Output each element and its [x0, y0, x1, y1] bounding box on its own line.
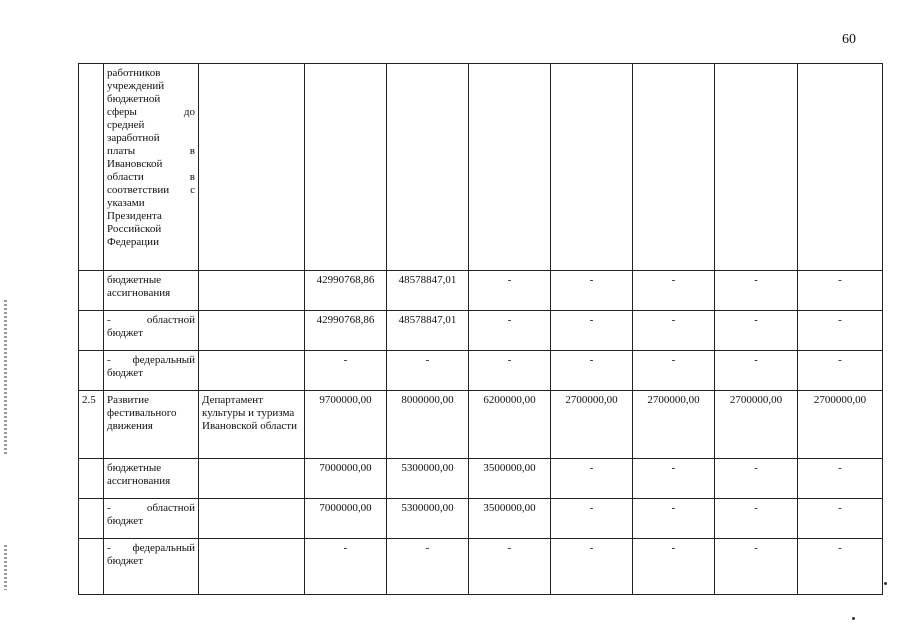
value-cell: 7000000,00: [305, 459, 387, 499]
row-number-cell: [79, 499, 104, 539]
value-cell: 6200000,00: [469, 391, 551, 459]
value-cell: [798, 64, 883, 271]
value-cell: -: [387, 351, 469, 391]
executor-cell: [199, 311, 305, 351]
executor-cell: [199, 64, 305, 271]
row-number-cell: [79, 64, 104, 271]
table-row: [79, 499, 883, 539]
value-cell: -: [715, 271, 798, 311]
value-cell: -: [633, 311, 715, 351]
value-cell: 2700000,00: [798, 391, 883, 459]
item-name-line: Президента: [107, 210, 162, 222]
item-name-line: указами: [107, 197, 145, 209]
value-cell: 48578847,01: [387, 311, 469, 351]
executor-cell: [199, 351, 305, 391]
value-cell: 8000000,00: [387, 391, 469, 459]
table-row: [79, 311, 883, 351]
budget-table: [78, 63, 883, 595]
executor-cell: [199, 459, 305, 499]
item-name-line: бюджетные: [107, 462, 162, 474]
value-cell: 5300000,00: [387, 459, 469, 499]
value-cell: [305, 64, 387, 271]
executor-cell: [199, 539, 305, 595]
executor-cell: [199, 271, 305, 311]
table-row: [79, 459, 883, 499]
item-name-line: Российской: [107, 223, 162, 235]
executor-cell: Департамент культуры и туризма Ивановской области: [199, 391, 305, 459]
value-cell: -: [551, 271, 633, 311]
value-cell: -: [715, 539, 798, 595]
scan-artifact-left-lower: [4, 545, 7, 590]
value-cell: -: [633, 499, 715, 539]
table-row: [79, 64, 883, 271]
value-cell: -: [798, 311, 883, 351]
item-name-line: движения: [107, 420, 153, 432]
item-name-line: - областной: [107, 502, 195, 514]
table-body: [79, 64, 883, 595]
value-cell: -: [551, 539, 633, 595]
item-name-line: - федеральный: [107, 354, 195, 366]
value-cell: -: [798, 459, 883, 499]
item-name-cell: [104, 391, 199, 459]
value-cell: 7000000,00: [305, 499, 387, 539]
item-name-line: - федеральный: [107, 542, 195, 554]
value-cell: -: [551, 351, 633, 391]
item-name-line: бюджет: [107, 327, 143, 339]
item-name-cell: [104, 64, 199, 271]
value-cell: 2700000,00: [551, 391, 633, 459]
value-cell: [551, 64, 633, 271]
value-cell: 2700000,00: [633, 391, 715, 459]
value-cell: [633, 64, 715, 271]
value-cell: -: [715, 499, 798, 539]
item-name-line: Федерации: [107, 236, 159, 248]
table-row: [79, 391, 883, 459]
item-name-line: Развитие: [107, 394, 150, 406]
item-name-line: бюджет: [107, 515, 143, 527]
value-cell: -: [469, 271, 551, 311]
value-cell: -: [633, 271, 715, 311]
item-name-line: сферы до: [107, 106, 195, 118]
item-name-line: бюджетные: [107, 274, 162, 286]
value-cell: -: [469, 311, 551, 351]
item-name-line: платы в: [107, 145, 195, 157]
scan-dot: [884, 582, 887, 585]
value-cell: 5300000,00: [387, 499, 469, 539]
value-cell: 3500000,00: [469, 499, 551, 539]
item-name-line: - областной: [107, 314, 195, 326]
item-name-cell: [104, 459, 199, 499]
value-cell: -: [798, 351, 883, 391]
value-cell: -: [387, 539, 469, 595]
value-cell: [715, 64, 798, 271]
table-row: [79, 351, 883, 391]
item-name-cell: [104, 311, 199, 351]
value-cell: 9700000,00: [305, 391, 387, 459]
row-number-cell: [79, 311, 104, 351]
item-name-line: соответствии с: [107, 184, 195, 196]
item-name-line: ассигнования: [107, 475, 171, 487]
item-name-line: области в: [107, 171, 195, 183]
table-row: [79, 271, 883, 311]
item-name-line: ассигнования: [107, 287, 171, 299]
value-cell: -: [469, 539, 551, 595]
value-cell: 42990768,86: [305, 311, 387, 351]
value-cell: -: [798, 499, 883, 539]
item-name-line: заработной: [107, 132, 160, 144]
item-name-cell: [104, 271, 199, 311]
scan-artifact-left: [4, 300, 7, 455]
item-name-cell: [104, 351, 199, 391]
value-cell: -: [305, 351, 387, 391]
value-cell: -: [715, 459, 798, 499]
row-number-cell: 2.5: [79, 391, 104, 459]
value-cell: -: [715, 351, 798, 391]
value-cell: -: [551, 311, 633, 351]
item-name-line: бюджет: [107, 367, 143, 379]
scan-dot: [852, 617, 855, 620]
value-cell: [469, 64, 551, 271]
executor-cell: [199, 499, 305, 539]
item-name-line: учреждений: [107, 80, 165, 92]
item-name-cell: [104, 539, 199, 595]
value-cell: 42990768,86: [305, 271, 387, 311]
value-cell: -: [798, 539, 883, 595]
value-cell: 48578847,01: [387, 271, 469, 311]
item-name-line: бюджетной: [107, 93, 161, 105]
value-cell: -: [715, 311, 798, 351]
row-number-cell: [79, 351, 104, 391]
value-cell: [387, 64, 469, 271]
item-name-line: работников: [107, 67, 161, 79]
value-cell: -: [551, 499, 633, 539]
value-cell: -: [798, 271, 883, 311]
item-name-line: фестивального: [107, 407, 177, 419]
value-cell: -: [305, 539, 387, 595]
item-name-line: средней: [107, 119, 145, 131]
item-name-cell: [104, 499, 199, 539]
row-number-cell: [79, 459, 104, 499]
value-cell: 3500000,00: [469, 459, 551, 499]
value-cell: -: [633, 351, 715, 391]
page-number: 60: [842, 32, 856, 47]
value-cell: -: [551, 459, 633, 499]
row-number-cell: [79, 539, 104, 595]
item-name-line: Ивановской: [107, 158, 163, 170]
value-cell: -: [469, 351, 551, 391]
item-name-line: бюджет: [107, 555, 143, 567]
value-cell: -: [633, 459, 715, 499]
row-number-cell: [79, 271, 104, 311]
table-row: [79, 539, 883, 595]
value-cell: -: [633, 539, 715, 595]
value-cell: 2700000,00: [715, 391, 798, 459]
